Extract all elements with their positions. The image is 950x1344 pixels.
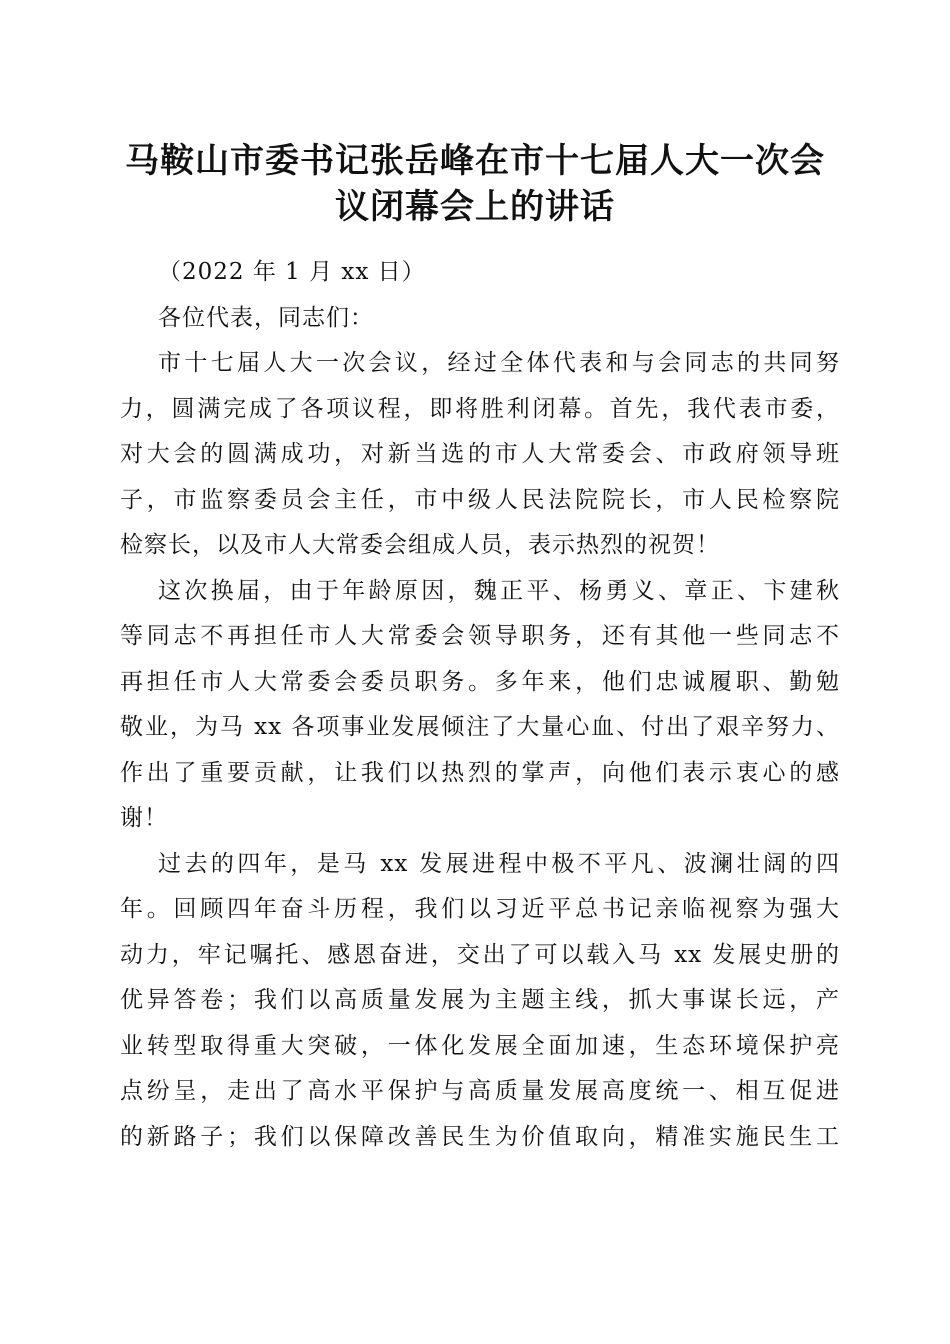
- paragraph-line: 优异答卷；我们以高质量发展为主题主线，抓大事谋长远，产: [120, 987, 840, 1013]
- paragraph-line: 作出了重要贡献，让我们以热烈的掌声，向他们表示衷心的感: [120, 759, 840, 786]
- paragraph-line: 谢！: [120, 805, 168, 831]
- paragraph-line: 子，市监察委员会主任，市中级人民法院院长，市人民检察院: [120, 486, 840, 513]
- paragraph-line: 等同志不再担任市人大常委会领导职务，还有其他一些同志不: [120, 623, 840, 649]
- paragraph-line: 对大会的圆满成功，对新当选的市人大常委会、市政府领导班: [120, 441, 840, 467]
- document-body: [120, 250, 840, 1160]
- greeting-line: 各位代表，同志们：: [158, 304, 374, 331]
- paragraph-line: 点纷呈，走出了高水平保护与高质量发展高度统一、相互促进: [120, 1078, 840, 1104]
- paragraph-line: 动力，牢记嘱托、感恩奋进，交出了可以载入马 xx 发展史册的: [120, 941, 840, 968]
- paragraph-line: 这次换届，由于年龄原因，魏正平、杨勇义、章正、卞建秋: [158, 577, 840, 604]
- paragraph-line: 再担任市人大常委会委员职务。多年来，他们忠诚履职、勤勉: [120, 668, 840, 695]
- paragraph-line: 过去的四年，是马 xx 发展进程中极不平凡、波澜壮阔的四: [158, 850, 840, 877]
- date-line: （2022 年 1 月 xx 日）: [158, 259, 426, 285]
- paragraph-line: 敬业，为马 xx 各项事业发展倾注了大量心血、付出了艰辛努力、: [120, 714, 840, 740]
- paragraph-line: 业转型取得重大突破，一体化发展全面加速，生态环境保护亮: [120, 1032, 840, 1059]
- document-title: [110, 138, 840, 230]
- paragraph-line: 年。回顾四年奋斗历程，我们以习近平总书记亲临视察为强大: [120, 896, 840, 922]
- title-line: 马鞍山市委书记张岳峰在市十七届人大一次会: [125, 141, 825, 181]
- paragraph-line: 的新路子；我们以保障改善民生为价值取向，精准实施民生工: [120, 1123, 840, 1150]
- paragraph-line: 检察长，以及市人大常委会组成人员，表示热烈的祝贺！: [120, 532, 720, 558]
- paragraph-line: 市十七届人大一次会议，经过全体代表和与会同志的共同努: [158, 350, 840, 376]
- title-line: 议闭幕会上的讲话: [335, 187, 615, 227]
- paragraph-line: 力，圆满完成了各项议程，即将胜利闭幕。首先，我代表市委，: [120, 395, 840, 422]
